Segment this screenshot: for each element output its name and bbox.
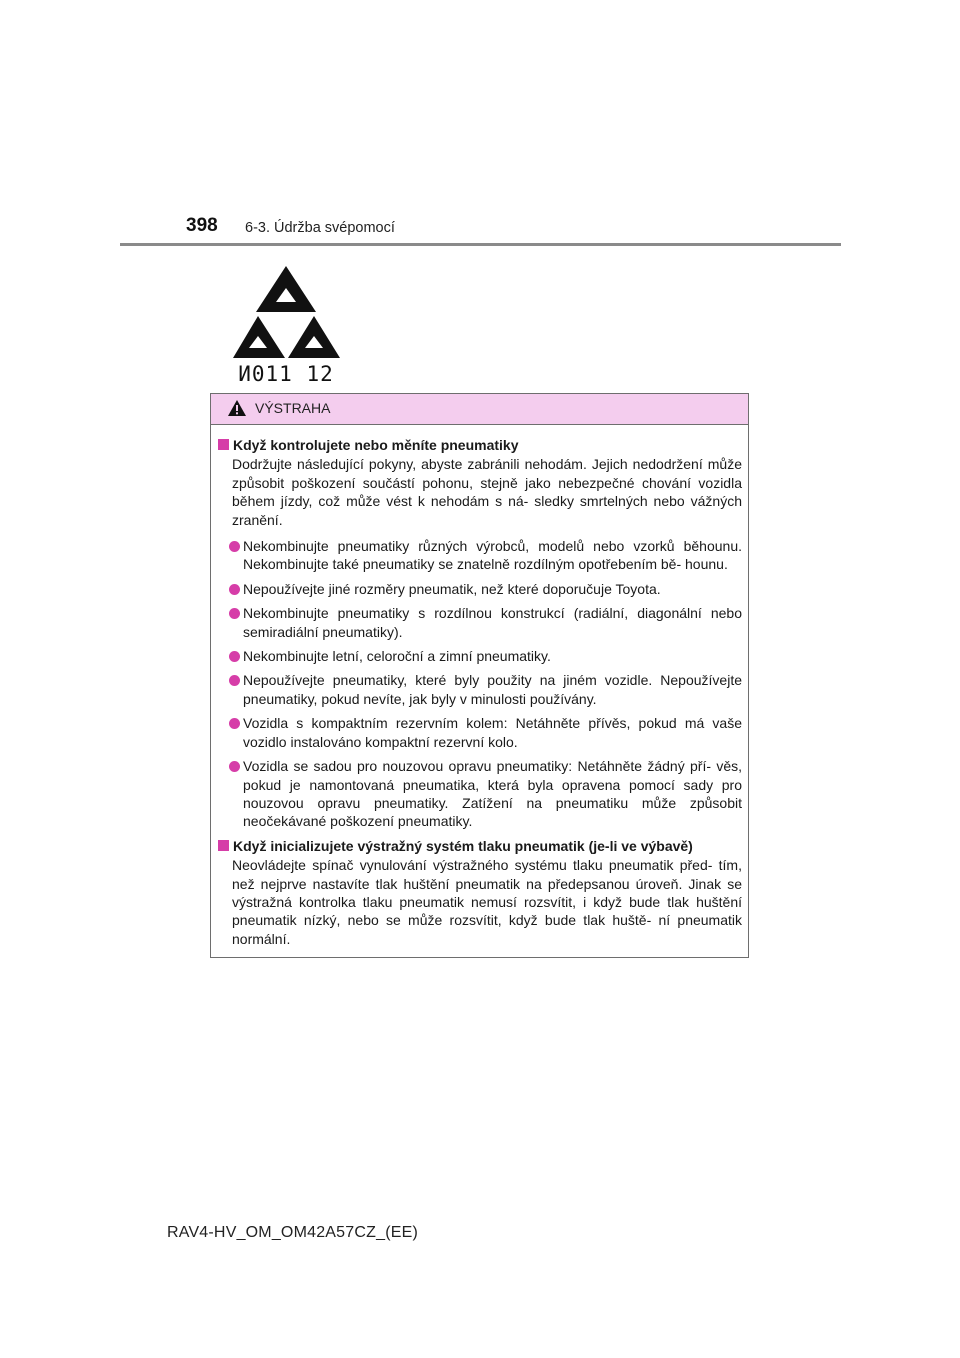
warning-header bbox=[211, 394, 748, 425]
list-item: Nepoužívejte jiné rozměry pneumatik, než které doporučuje Toyota. bbox=[217, 580, 742, 598]
section-paragraph: Neovládejte spínač vynulování výstražného systému tlaku pneumatik před- tím, než nejprve nastavíte tlak huštění pneumatik na předepsanou úroveň. Jinak se výstražná kontrolka tlaku pneumatik nemusí rozsvítit, i když bude tlak huštění pneumatik nízký, nebo se může rozsvítit, když bude tlak huště- ní pneumatik normální. bbox=[232, 857, 742, 947]
round-bullet-icon bbox=[229, 608, 240, 619]
round-bullet-icon bbox=[229, 761, 240, 772]
tire-marking-figure bbox=[230, 262, 342, 384]
page-number: 398 bbox=[186, 215, 218, 236]
section-heading: Když kontrolujete nebo měníte pneumatiky bbox=[217, 436, 742, 454]
list-item: Nekombinujte pneumatiky různých výrobců, modelů nebo vzorků běhounu. Nekombinujte také pneumatiky se znatelně rozdílným opotřebením bě- hounu. bbox=[217, 537, 742, 574]
round-bullet-icon bbox=[229, 584, 240, 595]
round-bullet-icon bbox=[229, 651, 240, 662]
list-item: Nepoužívejte pneumatiky, které byly použity na jiném vozidle. Nepoužívejte pneumatiky, pokud nevíte, jak byly v minulosti používány. bbox=[217, 671, 742, 708]
list-item: Nekombinujte letní, celoroční a zimní pneumatiky. bbox=[217, 647, 742, 665]
header-rule bbox=[120, 243, 841, 246]
document-code: RAV4-HV_OM_OM42A57CZ_(EE) bbox=[167, 1224, 418, 1241]
tire-date-code-triangle-marks-icon bbox=[230, 262, 342, 384]
round-bullet-icon bbox=[229, 541, 240, 552]
square-bullet-icon bbox=[218, 439, 229, 450]
tire-date-code: И011 12 bbox=[238, 362, 334, 384]
warning-body bbox=[211, 425, 748, 948]
warning-box bbox=[210, 393, 749, 958]
round-bullet-icon bbox=[229, 675, 240, 686]
warning-triangle-icon bbox=[227, 399, 247, 417]
list-item: Vozidla s kompaktním rezervním kolem: Netáhněte přívěs, pokud má vaše vozidlo instalováno kompaktní rezervní kolo. bbox=[217, 714, 742, 751]
section-title: 6-3. Údržba svépomocí bbox=[245, 220, 395, 236]
list-item: Vozidla se sadou pro nouzovou opravu pneumatiky: Netáhněte žádný pří- věs, pokud je namontovaná pneumatika, která byla opravena pomocí sady pro nouzovou opravu pneumatiky. Zatížení na pneumatiku může způsobit neočekávané poškození pneumatiky. bbox=[217, 757, 742, 831]
section-paragraph: Dodržujte následující pokyny, abyste zabránili nehodám. Jejich nedodržení může způsobit poškození součástí pohonu, stejně jako nebezpečné chování vozidla během jízdy, což může vést k nehodám s ná- sledky smrtelných nebo vážných zranění. bbox=[232, 456, 742, 528]
section-heading: Když inicializujete výstražný systém tlaku pneumatik (je-li ve výbavě) bbox=[217, 837, 742, 855]
list-item: Nekombinujte pneumatiky s rozdílnou konstrukcí (radiální, diagonální nebo semiradiální pneumatiky). bbox=[217, 604, 742, 641]
warning-title: VÝSTRAHA bbox=[255, 400, 331, 416]
round-bullet-icon bbox=[229, 718, 240, 729]
square-bullet-icon bbox=[218, 840, 229, 851]
